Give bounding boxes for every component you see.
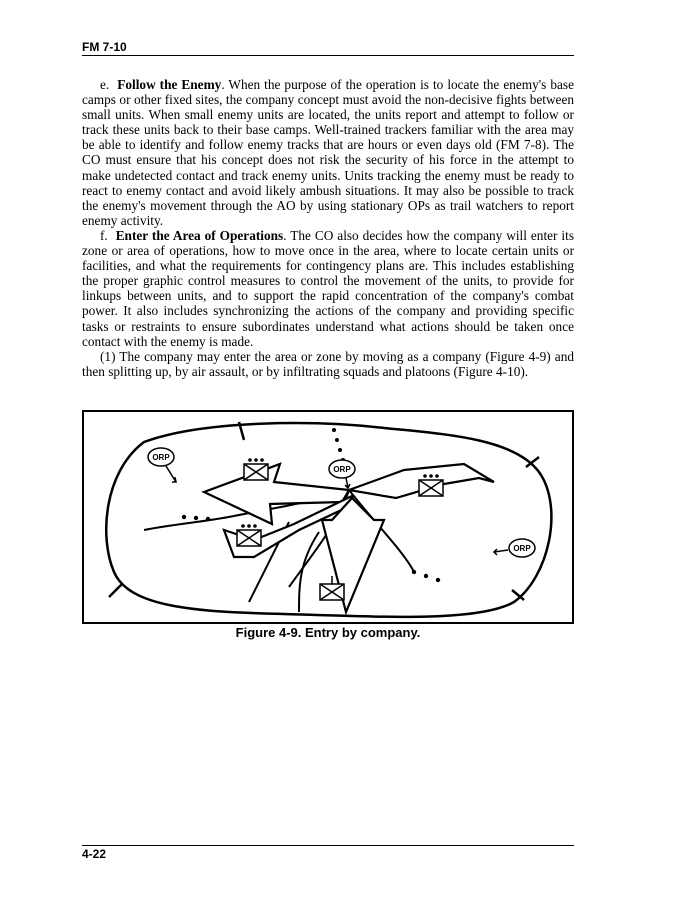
orp-label: ORP xyxy=(152,453,170,462)
paragraph-f-title: Enter the Area of Operations xyxy=(115,227,284,243)
dotted-route xyxy=(182,428,440,582)
platoon-symbol xyxy=(419,480,443,496)
body-text xyxy=(82,77,574,379)
figure-diagram xyxy=(84,412,574,624)
header-rule xyxy=(82,55,574,56)
paragraph-e-text: . When the purpose of the operation is to locate the enemy's base camps or other fixed sites, the company concept must avoid the non-decisive fights between small units. When small enemy units are located, the units report and attempt to follow or track these units back to their base camps. Well-trained trackers familiar with the area may be able to identify and follow enemy tracks that are hours or even days old (FM 7-8). The CO must ensure that his concept does not risk the security of his force in the attempt to make undetected contact and track enemy units. Units tracking the enemy must be ready to react to enemy contact and avoid likely ambush situations. It may also be possible to track the enemy's movement through the AO by using stationary OPs as trail watchers to report enemy activity. xyxy=(82,77,574,228)
footer-rule xyxy=(82,845,574,846)
paragraph-f xyxy=(82,228,574,349)
paragraph-1 xyxy=(82,349,574,379)
paragraph-e xyxy=(82,77,574,228)
figure-entry-by-company xyxy=(82,410,574,624)
orp-label: ORP xyxy=(513,544,531,553)
paragraph-f-text: . The CO also decides how the company will enter its zone or area of operations, how to move once in the area, where to locate certain units or facilities, and what the requirements for contingency plans are. This includes establishing the proper graphic control measures to control the movement of the units, to provide for linkups between units, and to support the rapid concentration of the company's combat power. It also includes synchronizing the actions of the company and providing specific tasks or restraints to ensure subordinates understand what actions should be taken once contact with the enemy is made. xyxy=(82,227,574,349)
paragraph-e-title: Follow the Enemy xyxy=(117,77,222,92)
paragraph-f-lead: f. xyxy=(100,227,108,243)
figure-caption: Figure 4-9. Entry by company. xyxy=(235,625,421,640)
orp-label: ORP xyxy=(333,465,351,474)
platoon-symbol xyxy=(237,530,261,546)
route-line xyxy=(144,516,234,530)
paragraph-e-lead: e. xyxy=(100,77,110,92)
paragraph-1-text: (1) The company may enter the area or zone by moving as a company (Figure 4-9) and then splitting up, by air assault, or by infiltrating squads and platoons (Figure 4-10). xyxy=(82,348,574,379)
manual-header: FM 7-10 xyxy=(82,40,127,54)
page-number: 4-22 xyxy=(82,847,107,861)
route-line xyxy=(299,532,319,612)
platoon-symbol xyxy=(244,464,268,480)
